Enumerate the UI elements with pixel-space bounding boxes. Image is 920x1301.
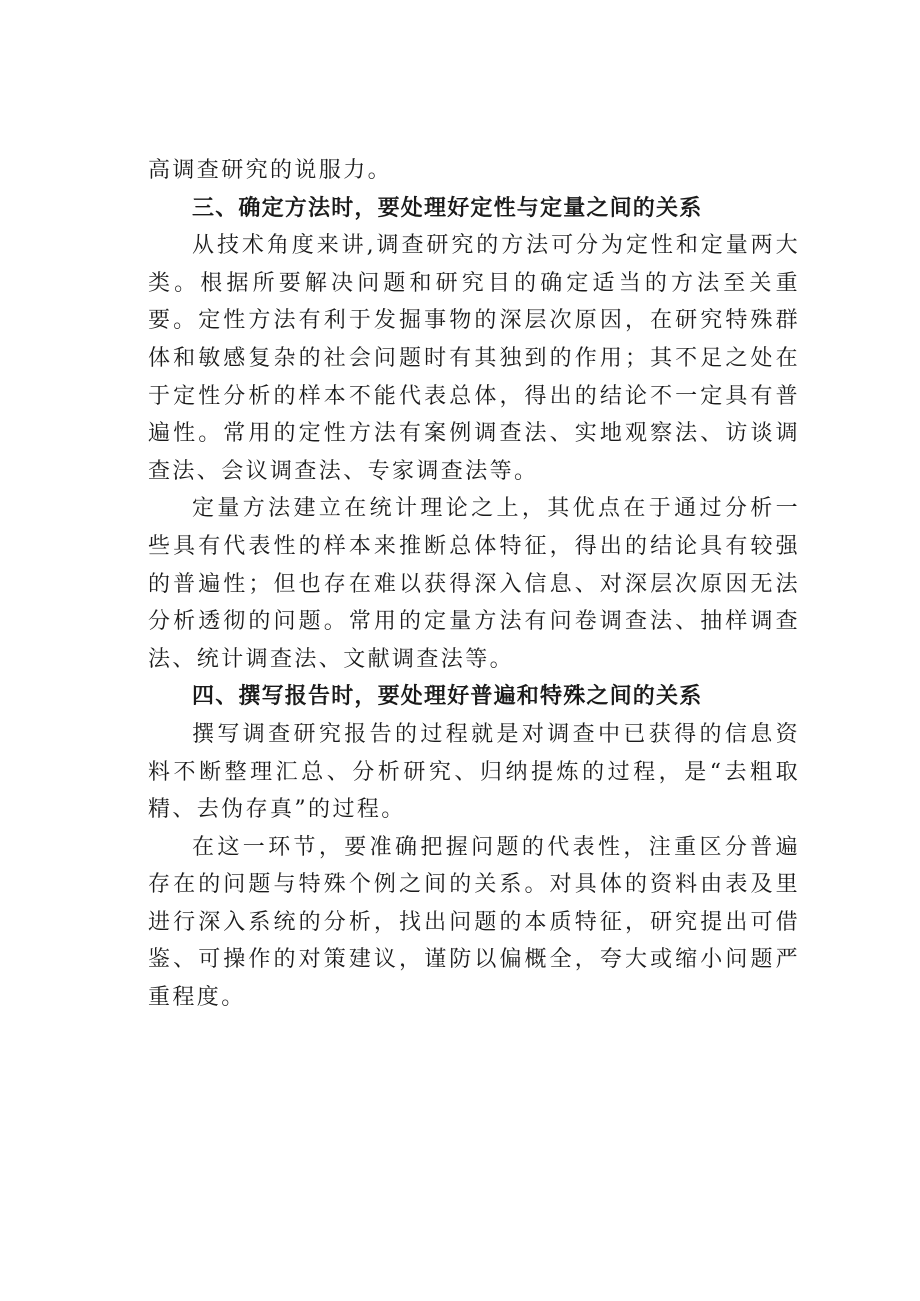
paragraph-report-process: 撰写调查研究报告的过程就是对调查中已获得的信息资料不断整理汇总、分析研究、归纳提炼的过程，是“去粗取精、去伪存真”的过程。 [148, 721, 800, 823]
paragraph-methods-qualitative: 从技术角度来讲,调查研究的方法可分为定性和定量两大类。根据所要解决问题和研究目的确定适当的方法至关重要。定性方法有利于发掘事物的深层次原因，在研究特殊群体和敏感复杂的社会问题时有其独到的作用；其不足之处在于定性分析的样本不能代表总体，得出的结论不一定具有普遍性。常用的定性方法有案例调查法、实地观察法、访谈调查法、会议调查法、专家调查法等。 [148, 233, 800, 484]
paragraph-methods-quantitative: 定量方法建立在统计理论之上，其优点在于通过分析一些具有代表性的样本来推断总体特征，得出的结论具有较强的普遍性；但也存在难以获得深入信息、对深层次原因无法分析透彻的问题。常用的定量方法有问卷调查法、抽样调查法、统计调查法、文献调查法等。 [148, 496, 800, 672]
section-heading-4: 四、撰写报告时，要处理好普遍和特殊之间的关系 [192, 684, 703, 710]
section-heading-3: 三、确定方法时，要处理好定性与定量之间的关系 [192, 195, 703, 221]
paragraph-report-analysis: 在这一环节，要准确把握问题的代表性，注重区分普遍存在的问题与特殊个例之间的关系。对具体的资料由表及里进行深入系统的分析，找出问题的本质特征，研究提出可借鉴、可操作的对策建议，谨防以偏概全，夸大或缩小问题严重程度。 [148, 834, 800, 1011]
paragraph-continuation: 高调查研究的说服力。 [148, 158, 393, 183]
document-body [148, 152, 800, 1017]
